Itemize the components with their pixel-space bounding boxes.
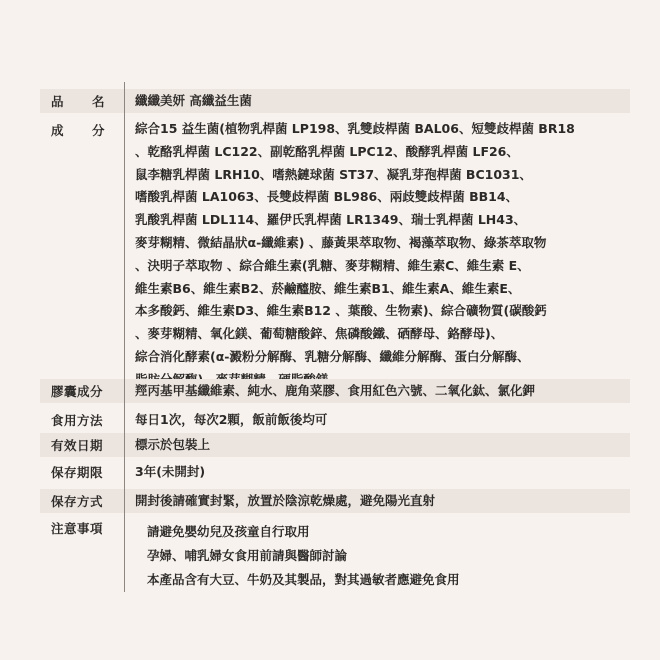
- note-item: 請避免嬰幼兒及孩童自行取用: [147, 524, 310, 539]
- label-usage: 食用方法: [51, 413, 104, 428]
- value-ingredients: 綜合15 益生菌(植物乳桿菌 LP198、乳雙歧桿菌 BAL06、短雙歧桿菌 BR18 、乾酪乳桿菌 LC122、副乾酪乳桿菌 LPC12、酸酵乳桿菌 LF26、 鼠李糖乳桿菌 LRH10、嗜熱鏈球菌 ST37、凝乳芽孢桿菌 BC1031、 嗜酸乳桿菌 LA1063、長雙歧桿菌 BL986、兩歧雙歧桿菌 BB14、 乳酸乳桿菌 LDL114、羅伊氏乳桿菌 LR1349、瑞士乳桿菌 LH43、 麥芽糊精、微結晶狀α-纖維素) 、藤黃果萃取物、褐藻萃取物、綠茶萃取物 、決明子萃取物 、綜合維生素(乳糖、麥芽糊精、維生素C、維生素 E、 維生素B6、維生素B2、菸鹼醯胺、維生素B1、維生素A、維生素E、 本多酸鈣、維生素D3、維生素B12 、葉酸、生物素)、綜合礦物質(碳酸鈣 、麥芽糊精、氧化鎂、葡萄糖酸鋅、焦磷酸鐵、硒酵母、鉻酵母)、 綜合消化酵素(α-澱粉分解酶、乳糖分解酶、纖維分解酶、蛋白分解酶、: [135, 121, 575, 364]
- value-shelf-life: 3年(未開封): [135, 464, 206, 479]
- value-usage: 每日1次，每次2顆，飯前飯後均可: [135, 412, 328, 427]
- label-capsule-ingredients: 膠囊成分: [51, 384, 104, 399]
- value-storage: 開封後請確實封緊，放置於陰涼乾燥處，避免陽光直射: [135, 493, 436, 508]
- column-divider: [124, 82, 125, 592]
- label-notes: 注意事項: [51, 521, 104, 536]
- label-product-name: [51, 89, 105, 113]
- note-item: 本產品含有大豆、牛奶及其製品，對其過敏者應避免食用: [147, 572, 460, 587]
- label-char: 分: [91, 123, 105, 138]
- label-storage: 保存方式: [51, 494, 104, 509]
- label-expiry: 有效日期: [51, 438, 104, 453]
- value-capsule-ingredients: 羥丙基甲基纖維素、純水、鹿角菜膠、食用紅色六號、二氧化鈦、氯化鉀: [135, 383, 536, 398]
- label-char: 成: [51, 123, 65, 138]
- note-item: 孕婦、哺乳婦女食用前請與醫師討論: [147, 548, 348, 563]
- label-char: 名: [91, 94, 105, 109]
- label-ingredients: [51, 119, 105, 141]
- value-product-name: 纖纖美妍 高纖益生菌: [135, 93, 252, 108]
- label-shelf-life: 保存期限: [51, 465, 104, 480]
- value-expiry: 標示於包裝上: [135, 437, 211, 452]
- notes-list: [147, 520, 460, 592]
- label-char: 品: [51, 94, 65, 109]
